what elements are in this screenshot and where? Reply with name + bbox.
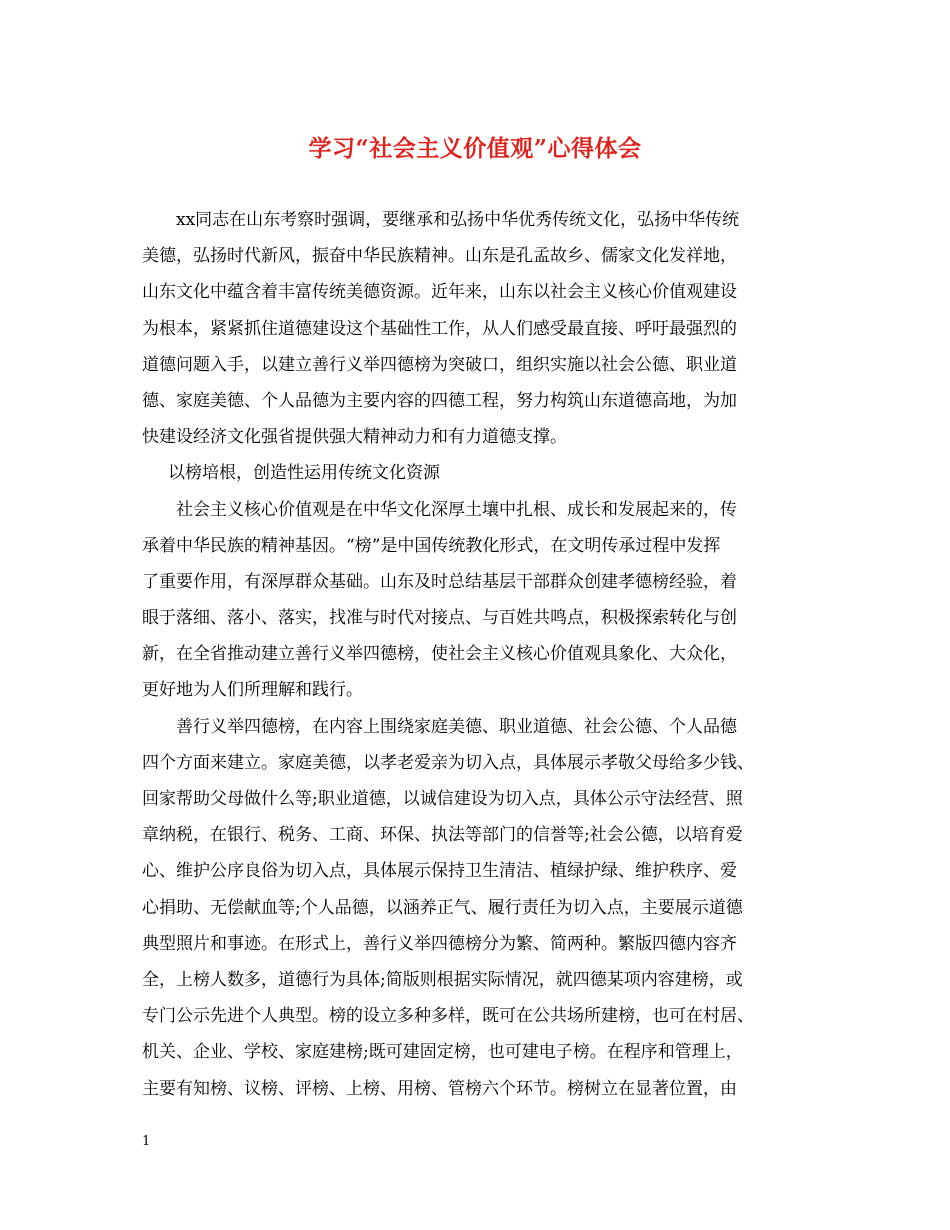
paragraph-line: 心、维护公序良俗为切入点，具体展示保持卫生清洁、植绿护绿、维护秩序、爱	[142, 861, 737, 882]
paragraph-line: 道德问题入手，以建立善行义举四德榜为突破口，组织实施以社会公德、职业道	[142, 354, 737, 375]
paragraph-line: 了重要作用，有深厚群众基础。山东及时总结基层干部群众创建孝德榜经验，着	[142, 571, 737, 592]
document-body	[142, 202, 812, 1107]
paragraph-line: 全，上榜人数多，道德行为具体;简版则根据实际情况，就四德某项内容建榜，或	[142, 969, 743, 990]
section-heading: 以榜培根，创造性运用传统文化资源	[168, 463, 440, 484]
paragraph-line: xx同志在山东考察时强调，要继承和弘扬中华优秀传统文化，弘扬中华传统	[176, 210, 740, 230]
paragraph-line: 快建设经济文化强省提供强大精神动力和有力道德支撑。	[142, 427, 567, 448]
paragraph-line: 善行义举四德榜，在内容上围绕家庭美德、职业道德、社会公德、个人品德	[176, 716, 737, 737]
paragraph-line: 为根本，紧紧抓住道德建设这个基础性工作，从人们感受最直接、呼吁最强烈的	[142, 318, 737, 339]
paragraph-line: 专门公示先进个人典型。榜的设立多种多样，既可在公共场所建榜，也可在村居、	[142, 1006, 754, 1027]
paragraph-line: 山东文化中蕴含着丰富传统美德资源。近年来，山东以社会主义核心价值观建设	[142, 282, 737, 303]
paragraph-line: 四个方面来建立。家庭美德，以孝老爱亲为切入点，具体展示孝敬父母给多少钱、	[142, 752, 754, 773]
paragraph-line: 新，在全省推动建立善行义举四德榜，使社会主义核心价值观具象化、大众化，	[142, 644, 737, 665]
paragraph-line: 美德，弘扬时代新风，振奋中华民族精神。山东是孔孟故乡、儒家文化发祥地，	[142, 246, 737, 267]
paragraph-line: 机关、企业、学校、家庭建榜;既可建固定榜，也可建电子榜。在程序和管理上，	[142, 1042, 743, 1063]
paragraph-line: 章纳税，在银行、税务、工商、环保、执法等部门的信誉等;社会公德，以培育爱	[142, 825, 743, 846]
document-title: 学习“社会主义价值观”心得体会	[308, 135, 642, 162]
paragraph-line: 眼于落细、落小、落实，找准与时代对接点、与百姓共鸣点，积极探索转化与创	[142, 608, 737, 629]
paragraph-line: 心捐助、无偿献血等;个人品德，以涵养正气、履行责任为切入点，主要展示道德	[142, 897, 743, 918]
paragraph-line: 更好地为人们所理解和践行。	[142, 680, 363, 701]
page-number: 1	[142, 1134, 151, 1149]
paragraph-line: 德、家庭美德、个人品德为主要内容的四德工程，努力构筑山东道德高地，为加	[142, 390, 737, 411]
paragraph-line: 回家帮助父母做什么等;职业道德，以诚信建设为切入点，具体公示守法经营、照	[142, 789, 743, 809]
paragraph-line: 主要有知榜、议榜、评榜、上榜、用榜、管榜六个环节。榜树立在显著位置，由	[142, 1078, 737, 1099]
paragraph-line: 典型照片和事迹。在形式上，善行义举四德榜分为繁、简两种。繁版四德内容齐	[142, 933, 737, 954]
paragraph-line: 承着中华民族的精神基因。“榜”是中国传统教化形式，在文明传承过程中发挥	[142, 535, 721, 556]
paragraph-line: 社会主义核心价值观是在中华文化深厚土壤中扎根、成长和发展起来的，传	[176, 499, 737, 520]
